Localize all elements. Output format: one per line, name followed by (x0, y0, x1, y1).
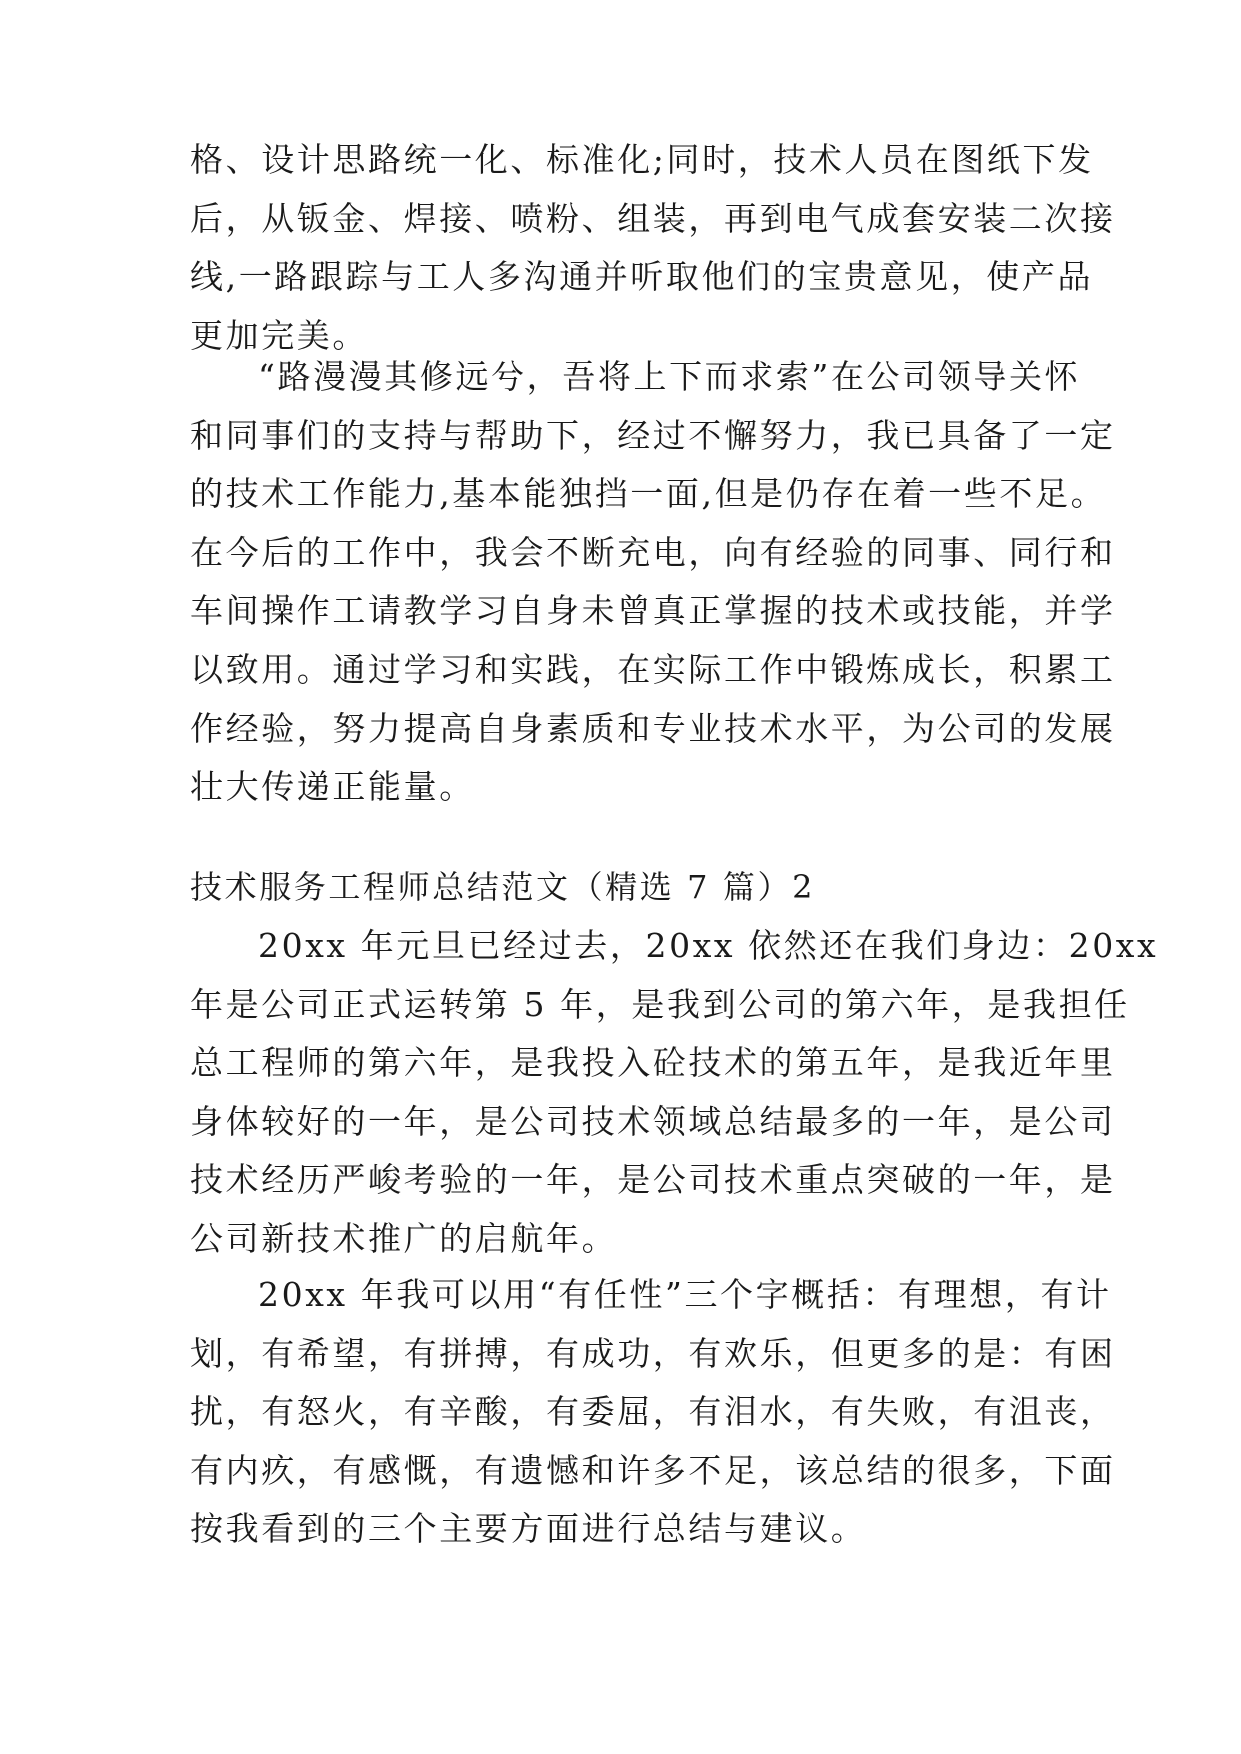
section-heading-block (190, 858, 1060, 917)
paragraph-line: 以致用。通过学习和实践，在实际工作中锻炼成长，积累工 (190, 649, 1116, 689)
paragraph-line: 年是公司正式运转第 5 年，是我到公司的第六年，是我担任 (190, 984, 1130, 1024)
paragraph-line: 20xx 年我可以用“有任性”三个字概括：有理想，有计 (258, 1275, 1112, 1314)
paragraph-line: 作经验，努力提高自身素质和专业技术水平，为公司的发展 (190, 708, 1116, 748)
paragraph-line: 格、设计思路统一化、标准化;同时，技术人员在图纸下发 (190, 140, 1094, 179)
paragraph-2 (190, 348, 1116, 817)
paragraph-line: 线,一路跟踪与工人多沟通并听取他们的宝贵意见，使产品 (190, 257, 1094, 297)
paragraph-line: 按我看到的三个主要方面进行总结与建议。 (190, 1509, 867, 1549)
paragraph-line: 身体较好的一年，是公司技术领域总结最多的一年，是公司 (190, 1101, 1116, 1141)
paragraph-line: 划，有希望，有拼搏，有成功，有欢乐，但更多的是：有困 (190, 1333, 1116, 1373)
paragraph-line: 有内疚，有感慨，有遗憾和许多不足，该总结的很多，下面 (190, 1450, 1116, 1490)
paragraph-line: 技术经历严峻考验的一年，是公司技术重点突破的一年，是 (190, 1160, 1116, 1200)
paragraph-3 (190, 917, 1159, 1269)
paragraph-line: 扰，有怒火，有辛酸，有委屈，有泪水，有失败，有沮丧， (190, 1392, 1116, 1432)
paragraph-line: 20xx 年元旦已经过去，20xx 依然还在我们身边：20xx (258, 926, 1159, 965)
paragraph-4 (190, 1266, 1116, 1559)
paragraph-line: 总工程师的第六年，是我投入砼技术的第五年，是我近年里 (190, 1043, 1116, 1083)
section-heading: 技术服务工程师总结范文（精选 7 篇）2 (190, 868, 816, 906)
paragraph-line: 更加完美。 (190, 315, 368, 355)
paragraph-line: 公司新技术推广的启航年。 (190, 1218, 618, 1258)
paragraph-line: 车间操作工请教学习自身未曾真正掌握的技术或技能，并学 (190, 591, 1116, 631)
paragraph-line: 的技术工作能力,基本能独挡一面,但是仍存在着一些不足。 (190, 474, 1107, 514)
paragraph-line: “路漫漫其修远兮，吾将上下而求索”在公司领导关怀 (258, 357, 1081, 396)
paragraph-line: 和同事们的支持与帮助下，经过不懈努力，我已具备了一定 (190, 415, 1116, 455)
paragraph-line: 在今后的工作中，我会不断充电，向有经验的同事、同行和 (190, 532, 1116, 572)
paragraph-line: 壮大传递正能量。 (190, 767, 475, 807)
paragraph-1 (190, 131, 1116, 365)
paragraph-line: 后，从钣金、焊接、喷粉、组装，再到电气成套安装二次接 (190, 198, 1116, 238)
